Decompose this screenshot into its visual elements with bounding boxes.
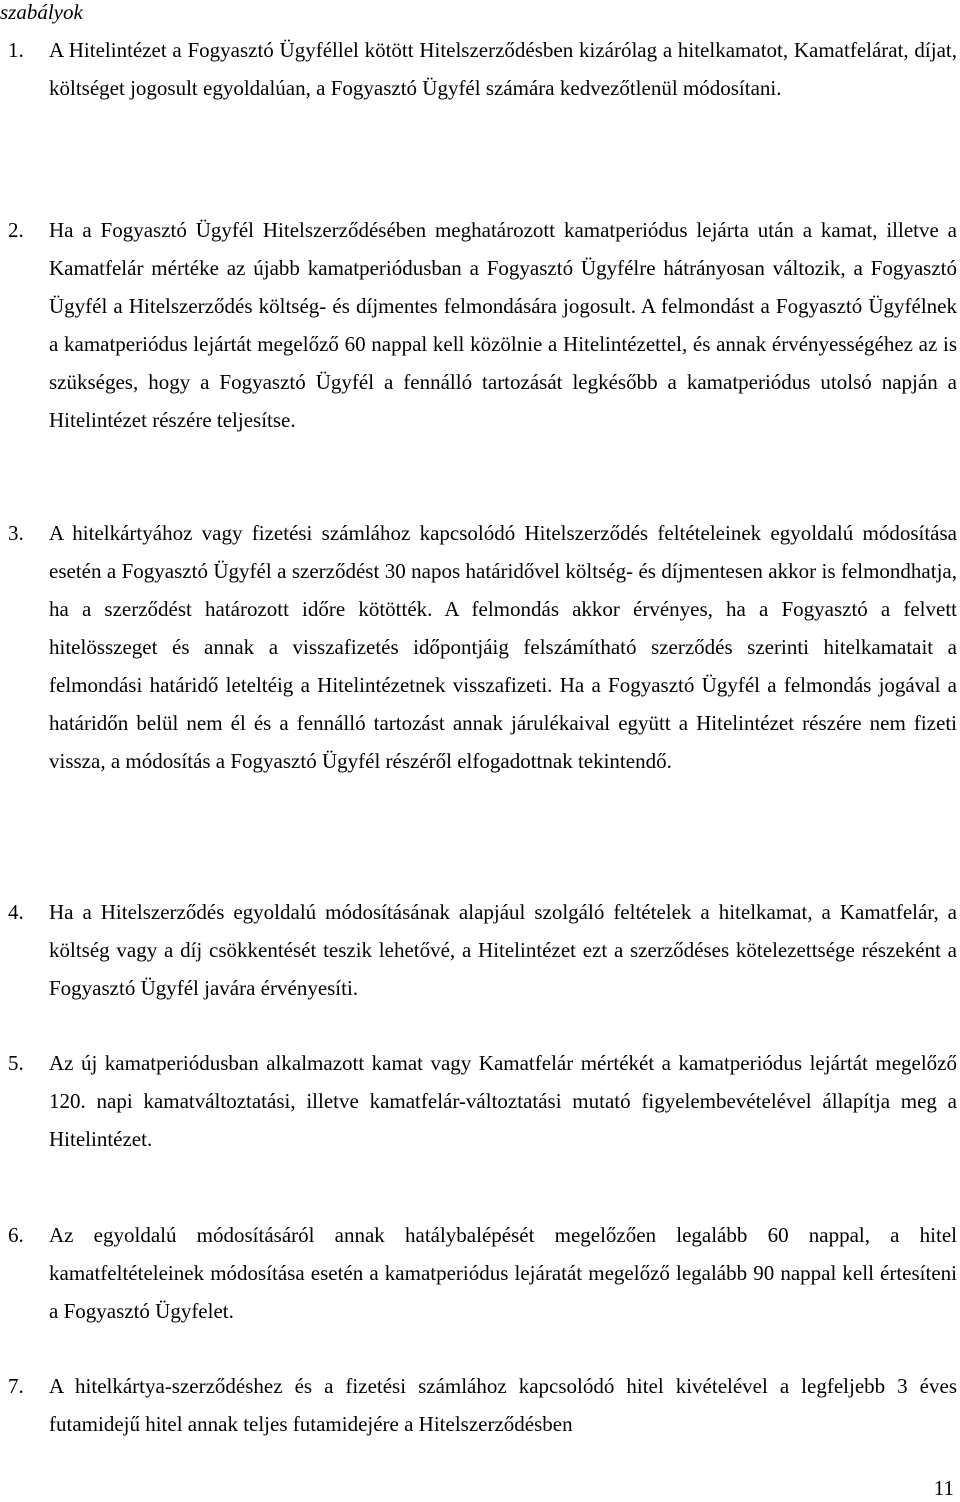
rule-text: A hitelkártya-szerződéshez és a fizetési számlához kapcsolódó hitel kivételével a legfeljebb 3 éves futamidejű hitel annak teljes futamidejére a Hitelszerződésben [49, 1374, 957, 1436]
rule-number: 5. [8, 1051, 24, 1075]
rule-item-3 [0, 514, 957, 780]
rule-number: 4. [8, 900, 24, 924]
rule-text: Ha a Fogyasztó Ügyfél Hitelszerződésében meghatározott kamatperiódus lejárta után a kamat, illetve a Kamatfelár mértéke az újabb kamatperiódusban a Fogyasztó Ügyfélre hátrányosan változik, a Fogyasztó Ügyfél a Hitelszerződés költség- és díjmentes felmondására jogosult. A felmondást a Fogyasztó Ügyfélnek a kamatperiódus lejártát megelőző 60 nappal kell közölnie a Hitelintézettel, és annak érvényességéhez az is szükséges, hogy a Fogyasztó Ügyfél a fennálló tartozását legkésőbb a kamatperiódus utolsó napján a Hitelintézet részére teljesítse. [49, 218, 957, 432]
rule-number: 3. [8, 521, 24, 545]
rule-text: A hitelkártyához vagy fizetési számlához kapcsolódó Hitelszerződés feltételeinek egyoldalú módosítása esetén a Fogyasztó Ügyfél a szerződést 30 napos határidővel költség- és díjmentesen akkor is felmondhatja, ha a szerződést határozott időre kötötték. A felmondás akkor érvényes, ha a Fogyasztó a felvett hitelösszeget és annak a visszafizetés időpontjáig felszámítható szerződés szerinti hitelkamatait a felmondási határidő leteltéig a Hitelintézetnek visszafizeti. Ha a Fogyasztó Ügyfél a felmondás jogával a határidőn belül nem él és a fennálló tartozást annak járulékaival együtt a Hitelintézet részére nem fizeti vissza, a módosítás a Fogyasztó Ügyfél részéről elfogadottnak tekintendő. [49, 521, 957, 773]
rule-number: 6. [8, 1223, 24, 1247]
rule-item-6 [0, 1216, 957, 1330]
section-heading: szabályok [0, 0, 83, 24]
rule-item-7 [0, 1367, 957, 1443]
rule-number: 2. [8, 218, 24, 242]
rule-text: Az egyoldalú módosításáról annak hatálybalépését megelőzően legalább 60 nappal, a hitel kamatfeltételeinek módosítása esetén a kamatperiódus lejáratát megelőző legalább 90 nappal kell értesíteni a Fogyasztó Ügyfelet. [49, 1223, 957, 1323]
rule-item-4 [0, 893, 957, 1007]
rule-number: 7. [8, 1374, 24, 1398]
page-number: 11 [933, 1476, 954, 1500]
rule-number: 1. [8, 38, 24, 62]
rule-item-2 [0, 211, 957, 439]
rule-item-5 [0, 1044, 957, 1158]
rule-text: Ha a Hitelszerződés egyoldalú módosításának alapjául szolgáló feltételek a hitelkamat, a Kamatfelár, a költség vagy a díj csökkentését teszik lehetővé, a Hitelintézet ezt a szerződéses kötelezettsége részeként a Fogyasztó Ügyfél javára érvényesíti. [49, 900, 957, 1000]
rule-item-1 [0, 31, 957, 107]
rule-text: A Hitelintézet a Fogyasztó Ügyféllel kötött Hitelszerződésben kizárólag a hitelkamatot, Kamatfelárat, díjat, költséget jogosult egyoldalúan, a Fogyasztó Ügyfél számára kedvezőtlenül módosítani. [49, 38, 957, 100]
rule-text: Az új kamatperiódusban alkalmazott kamat vagy Kamatfelár mértékét a kamatperiódus lejártát megelőző 120. napi kamatváltoztatási, illetve kamatfelár-változtatási mutató figyelembevételével állapítja meg a Hitelintézet. [49, 1051, 957, 1151]
